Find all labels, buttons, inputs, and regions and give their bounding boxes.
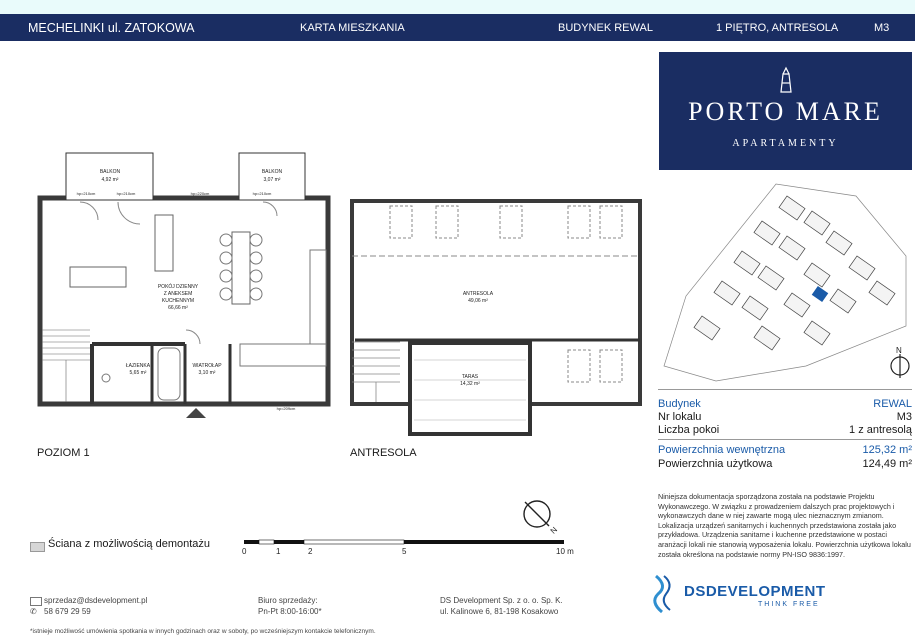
- height-e: hp=209cm: [276, 406, 296, 411]
- building-label: Budynek: [658, 398, 701, 410]
- highlighted-unit: [812, 286, 828, 301]
- level1-label: POZIOM 1: [37, 447, 90, 459]
- usable-area-value: 124,49 m²: [862, 458, 912, 470]
- footer-footnote: *istnieje możliwość umówienia spotkania w innych godzinach oraz w soboty, po wcześniejszym kontakcie telefonicznym.: [30, 628, 376, 635]
- balcony-left-name: BALKON: [99, 169, 121, 175]
- disclaimer: Niniejsza dokumentacja sporządzona została na podstawie Projektu Wykonawczego. W związku z prowadzeniem dalszych prac projektowych i wykonawczych dane w niej zawarte mogą ulec nieznacznym zmianom. Lokalizacja urządzeń sanitarnych i kuchennych przedstawiona została jako przykładowa. Urządzenia sanitarne i kuchenne przedstawione w postaci aranżacji lokali nie stanowią wyposażenia lokalu. Powierzchnia użytkowa lokalu została określona na podstawie normy PN-ISO 9836:1997.: [658, 492, 911, 559]
- investment-name: MECHELINKI ul. ZATOKOWA: [28, 21, 195, 35]
- balcony-right-name: BALKON: [261, 169, 283, 175]
- compass-north: N: [896, 346, 902, 355]
- scale-tick-5: 5: [402, 547, 407, 556]
- header-bar: [0, 14, 915, 41]
- living-name-3: KUCHENNYM: [161, 298, 195, 304]
- rooms-label: Liczba pokoi: [658, 424, 720, 436]
- living-area: 66,66 m²: [168, 305, 188, 311]
- compass-icon: [891, 346, 909, 378]
- wall-legend-label: Ściana z możliwością demontażu: [48, 538, 211, 550]
- antresola-area: 49,06 m²: [468, 298, 488, 304]
- mezzanine-label: ANTRESOLA: [350, 447, 417, 459]
- internal-area-value: 125,32 m²: [862, 444, 912, 456]
- footer-company: DS Development Sp. z o. o. Sp. K.: [440, 596, 563, 605]
- footer-email[interactable]: sprzedaz@dsdevelopment.pl: [44, 596, 148, 605]
- rooms-value: 1 z antresolą: [849, 424, 912, 436]
- terrace: [410, 343, 530, 434]
- floor-plans: [0, 40, 660, 480]
- mail-icon: [30, 597, 42, 606]
- unit-label: Nr lokalu: [658, 411, 702, 423]
- height-a: hp=210cm: [76, 191, 96, 196]
- footer-address: ul. Kalinowe 6, 81-198 Kosakowo: [440, 607, 559, 616]
- ds-tagline: THINK FREE: [758, 601, 820, 608]
- taras-area: 14,32 m²: [460, 381, 480, 387]
- unit-code: M3: [874, 22, 890, 34]
- site-map: [656, 176, 912, 386]
- taras-name: TARAS: [461, 374, 479, 380]
- height-c: hp=220cm: [190, 191, 210, 196]
- bath-name: ŁAZIENKA: [125, 363, 151, 369]
- phone-icon: ✆: [30, 607, 37, 616]
- internal-area-label: Powierzchnia wewnętrzna: [658, 444, 786, 456]
- ds-logo-icon: [650, 574, 680, 614]
- balcony-right-area: 3,07 m²: [263, 177, 281, 183]
- bath-area: 5,65 m²: [129, 370, 147, 376]
- ds-brand: DSDEVELOPMENT: [684, 583, 826, 600]
- living-name-1: POKÓJ DZIENNY: [157, 284, 199, 290]
- unit-value: M3: [896, 411, 912, 423]
- living-name-2: Z ANEKSEM: [163, 291, 193, 297]
- scale-tick-2: 2: [308, 547, 313, 556]
- closet-name: WIATROŁAP: [192, 363, 222, 369]
- doc-title: KARTA MIESZKANIA: [300, 22, 405, 34]
- info-divider-2: [658, 439, 912, 440]
- scale-tick-10: 10 m: [556, 547, 574, 556]
- scale-bar: [238, 536, 578, 566]
- building-value: REWAL: [873, 398, 912, 410]
- scale-tick-0: 0: [242, 547, 247, 556]
- logo-subtitle: APARTAMENTY: [732, 138, 839, 149]
- usable-area-label: Powierzchnia użytkowa: [658, 458, 773, 470]
- closet-area: 3,10 m²: [198, 370, 216, 376]
- footer-office-hours: Pn-Pt 8:00-16:00*: [258, 607, 322, 616]
- footer-office-label: Biuro sprzedaży:: [258, 596, 318, 605]
- porto-mare-logo: [659, 52, 912, 170]
- footer-phone[interactable]: 58 679 29 59: [44, 607, 91, 616]
- building-name: BUDYNEK REWAL: [558, 22, 653, 34]
- floor-label: 1 PIĘTRO, ANTRESOLA: [716, 22, 839, 34]
- top-band: [0, 0, 915, 14]
- scale-tick-1: 1: [276, 547, 281, 556]
- svg-text:N: N: [548, 525, 560, 536]
- antresola-name: ANTRESOLA: [462, 291, 494, 297]
- logo-name: PORTO MARE: [688, 97, 883, 126]
- info-divider: [658, 389, 912, 390]
- height-d: hp=210cm: [252, 191, 272, 196]
- height-b: hp=210cm: [116, 191, 136, 196]
- wall-swatch: [30, 542, 45, 552]
- balcony-left-area: 4,92 m²: [101, 177, 119, 183]
